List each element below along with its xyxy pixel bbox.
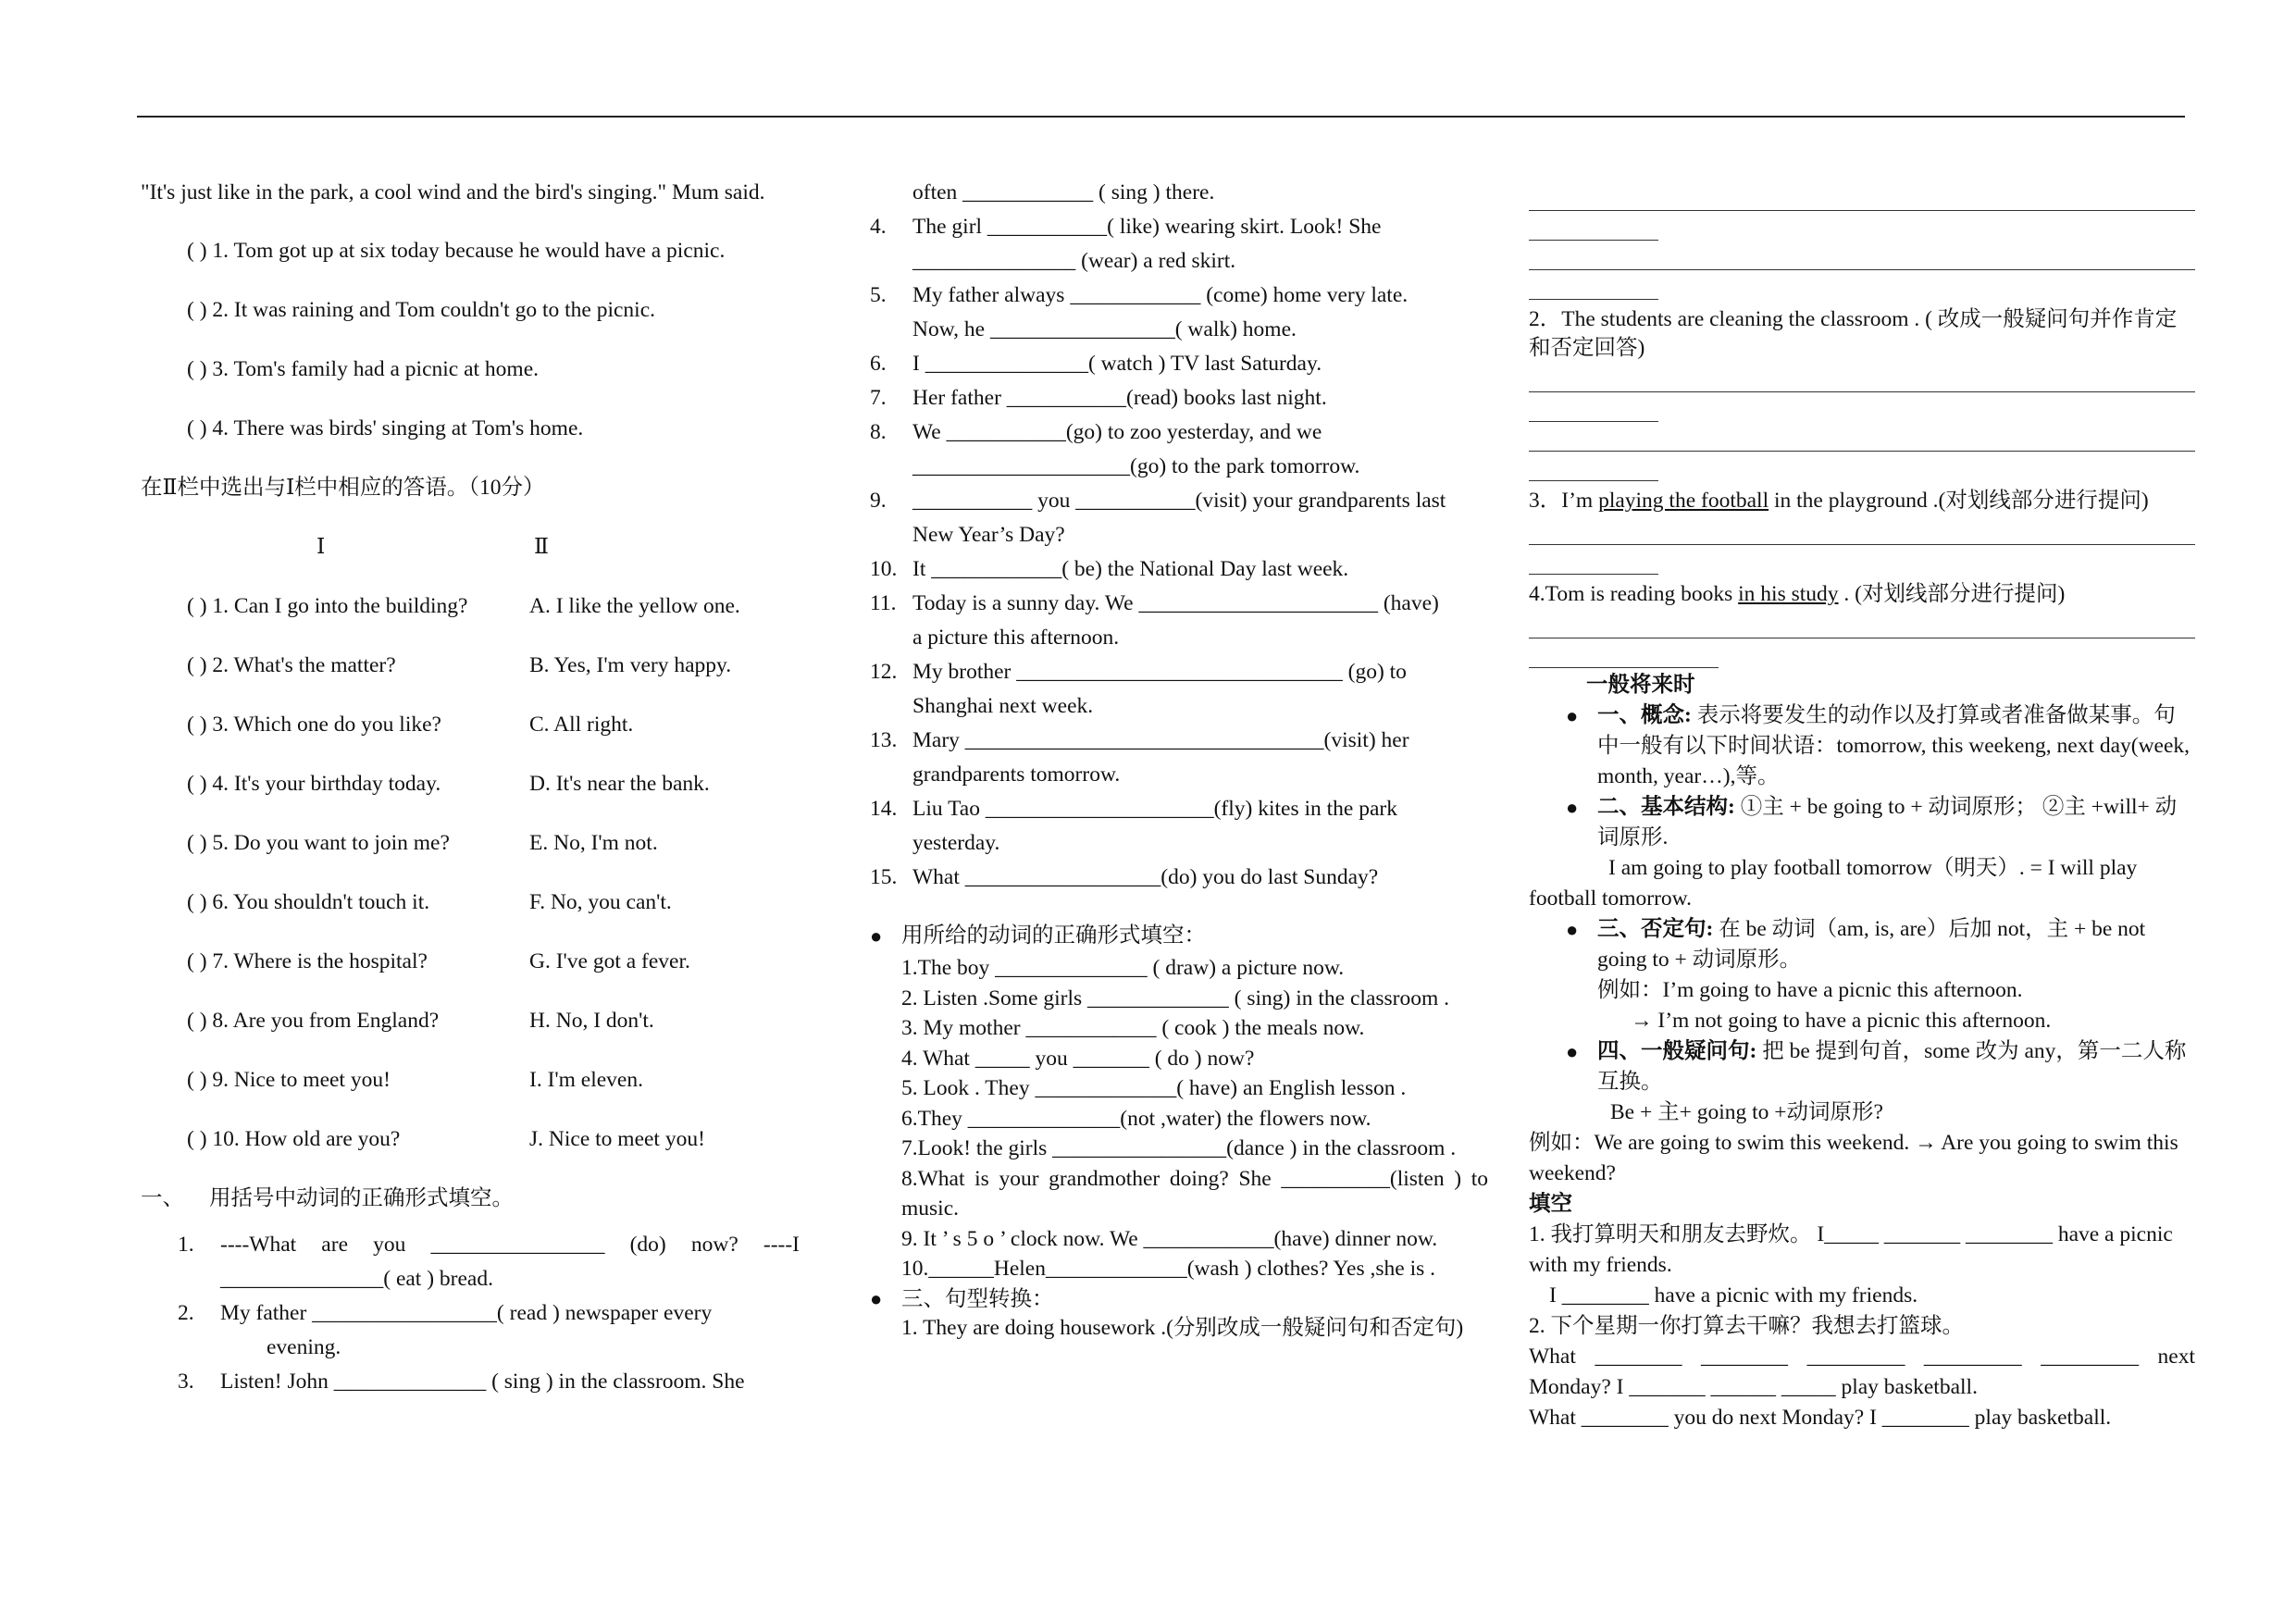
item-continuation: New Year’s Day? — [912, 523, 1065, 547]
item-text: My father always ____________ (come) home very late. — [912, 283, 1409, 307]
fill-item — [870, 552, 1488, 587]
match-question: ( ) 8. Are you from England? — [187, 1009, 440, 1033]
fill-item: 2. 下个星期一你打算去干嘛？我想去打篮球。 — [1529, 1314, 1964, 1338]
verb-item: 5. Look . They _____________( have) an English lesson . — [901, 1076, 1407, 1100]
fill-item: 1. 我打算明天和朋友去野炊。 I_____ _______ ________ have a picnic with my friends. — [1529, 1222, 2173, 1277]
example: 例如：We are going to swim this weekend. → Are you going to swim this weekend? — [1529, 1131, 2178, 1185]
item-number: 11. — [870, 591, 897, 615]
answer-line — [1529, 515, 2195, 545]
match-answer: I. I'm eleven. — [529, 1068, 643, 1092]
verb-item: 9. It ’ s 5 o ’ clock now. We ____________(have) dinner now. — [901, 1226, 1438, 1251]
answer-line — [1529, 638, 1719, 668]
item-continuation: Now, he _________________( walk) home. — [912, 317, 1297, 341]
fill-item — [870, 655, 1488, 689]
match-row — [187, 945, 800, 1004]
match-header-1: Ⅰ — [316, 535, 326, 559]
point-label: 一、概念: — [1597, 703, 1692, 727]
answer-line — [1529, 211, 1658, 241]
item-number: 7. — [870, 386, 887, 410]
verb-item: 8.What is your grandmother doing? She __________(listen ) to music. — [901, 1166, 1488, 1221]
fill-title: 填空 — [1529, 1192, 1572, 1216]
match-answer: F. No, you can't. — [529, 890, 672, 914]
column-left — [141, 176, 800, 1399]
match-question: ( ) 6. You shouldn't touch it. — [187, 890, 430, 914]
match-row — [187, 826, 800, 886]
fill-item — [870, 381, 1488, 415]
match-row — [187, 649, 800, 708]
section-title: 用括号中动词的正确形式填空。 — [209, 1186, 514, 1210]
verb-item: 4. What _____ you _______ ( do ) now? — [901, 1046, 1255, 1071]
tf-item: ( ) 3. Tom's family had a picnic at home. — [187, 357, 540, 381]
bullet-icon: ● — [1566, 1040, 1579, 1063]
match-header-2: Ⅱ — [534, 535, 549, 559]
text-fragment: . (对划线部分进行提问) — [1838, 582, 2066, 606]
reading-intro: "It's just like in the park, a cool wind and the bird's singing." Mum said. — [141, 180, 765, 205]
point-label: 四、一般疑问句: — [1597, 1039, 1757, 1063]
item-text: What __________________(do) you do last Sunday? — [912, 865, 1379, 889]
match-question: ( ) 5. Do you want to join me? — [187, 831, 450, 855]
text-fragment: in the playground .(对划线部分进行提问) — [1769, 489, 2149, 513]
match-answer: C. All right. — [529, 713, 634, 737]
point-text: 把 be 提到句首，some 改为 any，第一二人称互换。 — [1597, 1039, 2187, 1094]
bullet-icon: ● — [1566, 796, 1579, 819]
section-number: 一、 — [141, 1186, 184, 1210]
point-label: 三、否定句: — [1597, 917, 1714, 941]
tf-item: ( ) 4. There was birds' singing at Tom's home. — [187, 416, 584, 440]
grammar-title: 一般将来时 — [1586, 673, 1695, 697]
transform-item — [1529, 580, 2195, 609]
item-text: My brother ______________________________ (go) to — [912, 660, 1407, 684]
fill-item — [870, 792, 1488, 826]
verb-item: 2. Listen .Some girls _____________ ( sing) in the classroom . — [901, 986, 1450, 1010]
grammar-point — [1529, 700, 2195, 792]
match-row — [187, 1004, 800, 1063]
item-number: 8. — [870, 420, 887, 444]
fill-item: What ________ you do next Monday? I ________ play basketball. — [1529, 1406, 2112, 1430]
bullet-icon: ● — [1566, 704, 1579, 727]
match-header — [316, 530, 800, 589]
item-continuation: grandparents tomorrow. — [912, 762, 1121, 787]
underlined-phrase: in his study — [1738, 582, 1839, 606]
fill-item — [870, 347, 1488, 381]
item-text: Mary _________________________________(visit) her — [912, 728, 1409, 752]
section-heading — [141, 1182, 800, 1228]
match-question: ( ) 3. Which one do you like? — [187, 713, 441, 737]
section-title: 用所给的动词的正确形式填空： — [901, 924, 1206, 948]
item-text: ----What are you ________________ (do) now? ----I _______________( eat ) bread. — [220, 1233, 800, 1291]
fill-item — [870, 415, 1488, 450]
answer-line — [1529, 452, 1658, 481]
column-middle — [870, 176, 1488, 1342]
answer-line — [1529, 422, 2195, 452]
item-text: Today is a sunny day. We ______________________ (have) — [912, 591, 1439, 615]
match-title: 在Ⅱ栏中选出与Ⅰ栏中相应的答语。（10分） — [141, 476, 545, 500]
match-question: ( ) 4. It's your birthday today. — [187, 772, 441, 796]
bullet-icon: ● — [870, 1286, 883, 1310]
example: 例如：I’m going to have a picnic this afternoon. — [1597, 978, 2023, 1002]
point-text: 表示将要发生的动作以及打算或者准备做某事。句中一般有以下时间状语：tomorrow, this weekeng, next day(week, month, year…),等。 — [1597, 703, 2191, 788]
fill-item — [178, 1296, 800, 1331]
item-text: We ___________(go) to zoo yesterday, and we — [912, 420, 1322, 444]
grammar-point — [1529, 792, 2195, 853]
item-number: 5. — [870, 283, 887, 307]
answer-line — [1529, 241, 2195, 270]
section-heading — [870, 1284, 1488, 1315]
match-answer: G. I've got a fever. — [529, 949, 690, 973]
header-rule — [137, 116, 2185, 118]
item-continuation: ____________________(go) to the park tomorrow. — [912, 454, 1360, 478]
match-row — [187, 1063, 800, 1122]
verb-item: 3. My mother ____________ ( cook ) the meals now. — [901, 1016, 1365, 1040]
match-answer: H. No, I don't. — [529, 1009, 654, 1033]
point-text: ①主 + be going to + 动词原形； ②主 +will+ 动词原形. — [1597, 795, 2178, 849]
underlined-phrase: playing the football — [1598, 489, 1769, 513]
item-number: 4. — [870, 215, 887, 239]
match-row — [187, 1122, 800, 1182]
fill-item — [178, 1228, 800, 1296]
fill-item: What ________ ________ _________ _________ _________ next Monday? I _______ ______ _____ play basketball. — [1529, 1345, 2195, 1399]
item-text: ___________ you ___________(visit) your grandparents last — [912, 489, 1446, 513]
item-text: I _______________( watch ) TV last Saturday. — [912, 352, 1322, 376]
item-number: 6. — [870, 352, 887, 376]
item-number: 1. — [178, 1233, 194, 1257]
fill-item — [870, 210, 1488, 244]
verb-item: 1.The boy ______________ ( draw) a picture now. — [901, 956, 1345, 980]
verb-item: 6.They ______________(not ,water) the flowers now. — [901, 1106, 1371, 1131]
answer-line — [1529, 363, 2195, 392]
formula: Be + 主+ going to +动词原形? — [1610, 1100, 1883, 1124]
item-number: 3. — [178, 1370, 194, 1394]
bullet-icon: ● — [870, 924, 883, 948]
bullet-icon: ● — [1566, 918, 1579, 941]
item-number: 12. — [870, 660, 898, 684]
example: → I’m not going to have a picnic this afternoon. — [1631, 1009, 2052, 1033]
transform-item: 2．The students are cleaning the classroom . ( 改成一般疑问句并作肯定和否定回答) — [1529, 307, 2178, 360]
point-text: 在 be 动词（am, is, are）后加 not，主 + be not going to + 动词原形。 — [1597, 917, 2146, 972]
match-row — [187, 886, 800, 945]
match-question: ( ) 9. Nice to meet you! — [187, 1068, 391, 1092]
match-answer: J. Nice to meet you! — [529, 1127, 705, 1151]
item-number: 13. — [870, 728, 898, 752]
match-answer: D. It's near the bank. — [529, 772, 710, 796]
item-text: Listen! John ______________ ( sing ) in the classroom. She — [220, 1370, 745, 1394]
fill-item — [178, 1365, 800, 1399]
grammar-point — [1529, 1036, 2195, 1097]
item-number: 2. — [178, 1301, 194, 1325]
item-continuation: a picture this afternoon. — [912, 626, 1120, 650]
section-title: 三、句型转换： — [901, 1286, 1054, 1311]
item-continuation: _______________ (wear) a red skirt. — [912, 249, 1236, 273]
item-continuation: evening. — [267, 1335, 341, 1359]
match-question: ( ) 7. Where is the hospital? — [187, 949, 428, 973]
answer-line — [1529, 392, 1658, 422]
item-number: 10. — [870, 557, 898, 581]
match-row — [187, 767, 800, 826]
example: football tomorrow. — [1529, 886, 1692, 911]
item-text: Her father ___________(read) books last night. — [912, 386, 1327, 410]
verb-item: 10.______Helen_____________(wash ) clothes? Yes ,she is . — [901, 1257, 1436, 1281]
item-text: Liu Tao _____________________(fly) kites in the park — [912, 797, 1397, 821]
item-continuation: Shanghai next week. — [912, 694, 1094, 718]
fill-item — [870, 279, 1488, 313]
example: I am going to play football tomorrow（明天）. = I will play — [1608, 856, 2138, 880]
match-row — [187, 589, 800, 649]
text-fragment: 3．I’m — [1529, 489, 1599, 513]
transform-item — [1529, 487, 2195, 515]
fill-item — [870, 484, 1488, 518]
item-continuation: yesterday. — [912, 831, 1000, 855]
item-text: The girl ___________( like) wearing skirt. Look! She — [912, 215, 1382, 239]
grammar-point — [1529, 914, 2195, 975]
match-answer: E. No, I'm not. — [529, 831, 658, 855]
item-text: My father _________________( read ) newspaper every — [220, 1301, 713, 1325]
answer-line — [1529, 545, 1658, 575]
item-number: 9. — [870, 489, 887, 513]
match-answer: B. Yes, I'm very happy. — [529, 653, 732, 677]
match-question: ( ) 1. Can I go into the building? — [187, 594, 468, 618]
verb-item: 7.Look! the girls ________________(dance ) in the classroom . — [901, 1136, 1457, 1160]
fill-item — [870, 861, 1488, 895]
section-heading — [870, 919, 1488, 953]
tf-item: ( ) 1. Tom got up at six today because he would have a picnic. — [187, 239, 726, 263]
transform-item: 1. They are doing housework .(分别改成一般疑问句和否定句) — [901, 1316, 1464, 1340]
answer-line — [1529, 181, 2195, 211]
point-label: 二、基本结构: — [1597, 795, 1735, 819]
match-row — [187, 708, 800, 767]
fill-item: I ________ have a picnic with my friends. — [1549, 1283, 1918, 1308]
item-number: 14. — [870, 797, 898, 821]
answer-line — [1529, 609, 2195, 638]
answer-line — [1529, 270, 1658, 300]
item-text: It ____________( be) the National Day last week. — [912, 557, 1349, 581]
fill-item — [870, 724, 1488, 758]
match-question: ( ) 10. How old are you? — [187, 1127, 401, 1151]
tf-item: ( ) 2. It was raining and Tom couldn't go to the picnic. — [187, 298, 655, 322]
match-answer: A. I like the yellow one. — [529, 594, 740, 618]
item-number: 15. — [870, 865, 898, 889]
column-right — [1529, 181, 2195, 1433]
fill-item — [870, 587, 1488, 621]
text-fragment: 4.Tom is reading books — [1529, 582, 1739, 606]
match-question: ( ) 2. What's the matter? — [187, 653, 396, 677]
item-continuation: often ____________ ( sing ) there. — [912, 180, 1215, 205]
